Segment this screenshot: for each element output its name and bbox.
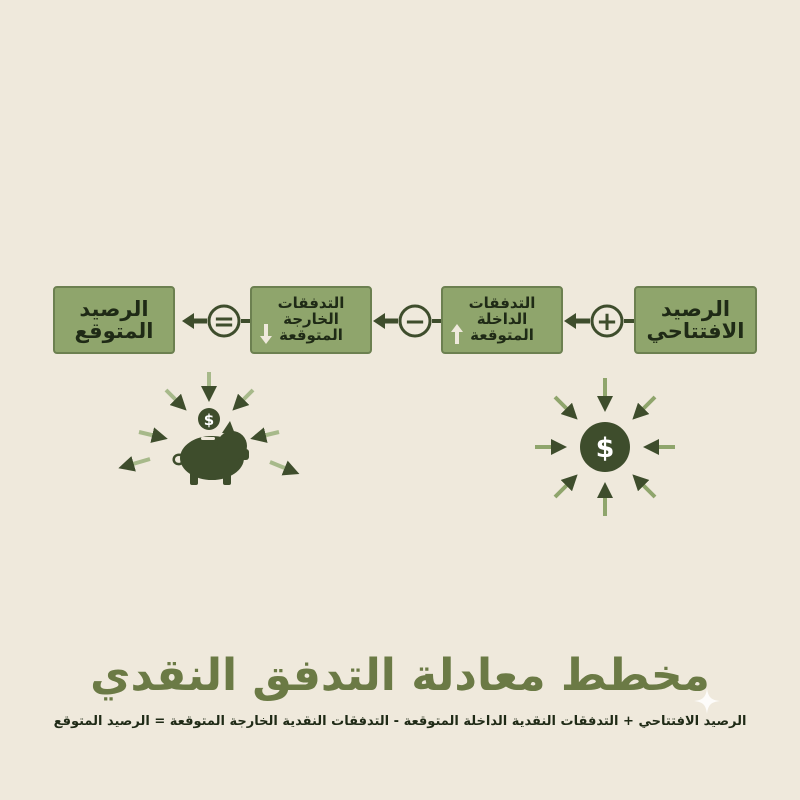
sparkle-icon [694,688,720,714]
inflows-label: التدفقات الداخلة المتوقعة [468,294,536,344]
equals-operator [209,306,250,337]
coin-dollar-sign: $ [595,433,615,464]
piggy-bank-illustration [126,372,292,485]
minus-operator [400,306,441,337]
plus-operator [592,306,634,337]
outflows-label: التدفقات الخارجة المتوقعة [277,294,345,344]
arrow-to-inflows [564,313,590,329]
piggy-coin-dollar-sign: $ [203,411,215,429]
formula-caption: الرصيد الافتتاحي + التدفقات النقدية الداخلة المتوقعة - التدفقات النقدية الخارجة المتوقعة = الرصيد المتوقع [53,714,747,729]
arrow-to-expected-balance [182,313,207,329]
diagram-title: مخطط معادلة التدفق النقدي [90,650,710,701]
plus-symbol: + [596,307,618,337]
expected-balance-label: الرصيد المتوقع [74,296,154,343]
minus-symbol: − [404,307,426,337]
opening-balance-label: الرصيد الافتتاحي [646,296,745,343]
equals-symbol: = [213,307,235,337]
arrow-to-outflows [373,313,398,329]
piggy-bank-icon [174,421,249,485]
coin-inflow-illustration [535,378,675,516]
